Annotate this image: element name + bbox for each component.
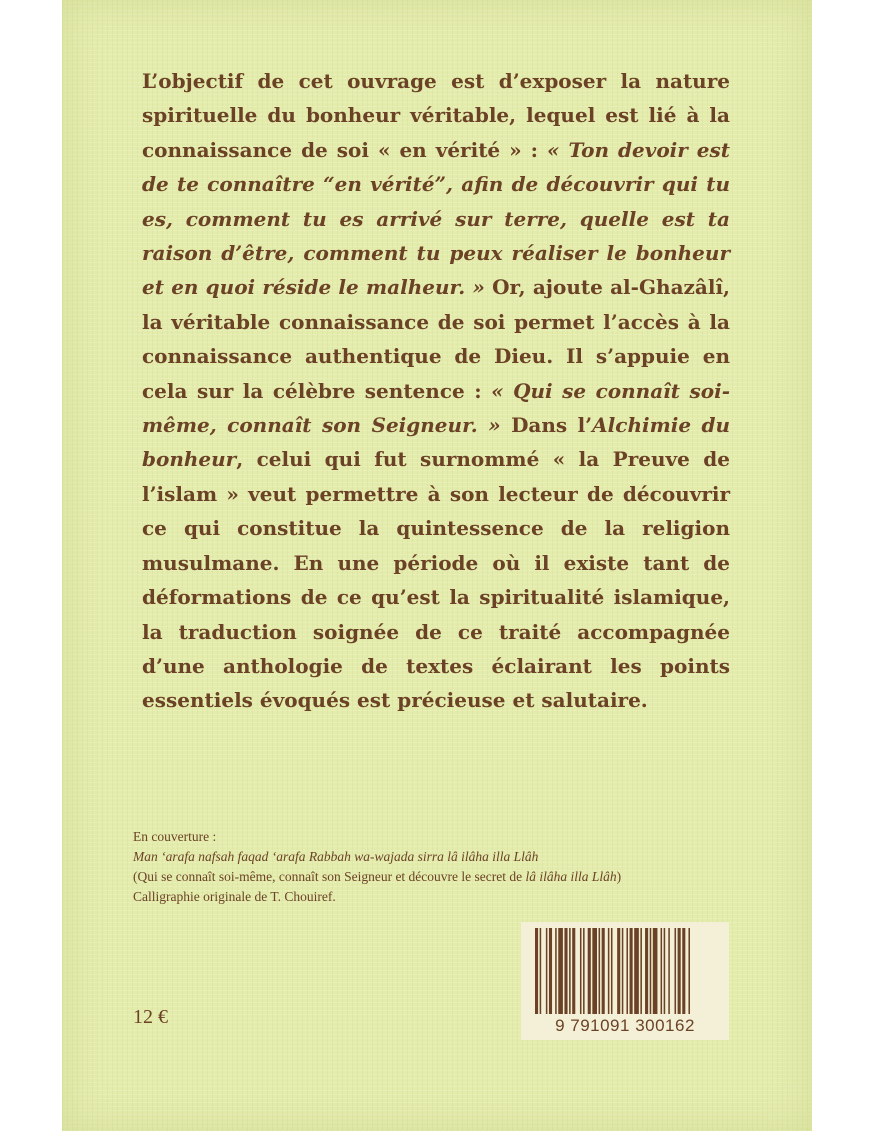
credits-translation [133, 867, 633, 887]
blurb-quote-2: « Qui se connaît soi-même, connaît son Seigneur. » [142, 378, 730, 438]
blurb-intro: L’objectif de cet ouvrage est d’exposer la nature spirituelle du bonheur véritable, lequel est lié à la connaissance de soi « en vérité » : [142, 69, 730, 162]
credits-heading: En couverture : [133, 829, 217, 844]
blurb-quote-1: « Ton devoir est de te connaître “en vérité”, afin de découvrir qui tu es, comment tu es arrivé sur terre, quelle est ta raison d’être, comment tu peux réaliser le bonheur et en quoi réside le malheur. » [142, 137, 731, 300]
blurb-dans: Dans l’ [500, 413, 593, 438]
barcode-bars [521, 922, 729, 1018]
credits-translation-phrase: lâ ilâha illa Llâh [525, 869, 617, 884]
credits-translation-close: ) [616, 869, 622, 884]
cover-credits [133, 827, 633, 907]
isbn-barcode [521, 922, 729, 1040]
credits-calligraphy: Calligraphie originale de T. Chouiref. [133, 889, 336, 904]
blurb-conclusion: , celui qui fut surnommé « la Preuve de l’islam » veut permettre à son lecteur de découvrir ce qui constitue la quintessence de la religion musulmane. En une période où il existe tant de déformations de ce qu’est la spiritualité islamique, la traduction soignée de ce traité accompagnée d’une anthologie de textes éclairant les points essentiels évoqués est précieuse et salutaire. [142, 447, 730, 713]
blurb-middle: Or, ajoute al-Ghazâlî, la véritable connaissance de soi permet l’accès à la connaissance authentique de Dieu. Il s’appuie en cela sur la célèbre sentence : [142, 275, 731, 403]
book-title: Alchimie du bonheur [142, 413, 731, 472]
price-label: 12 € [133, 1006, 168, 1028]
blurb-text [142, 64, 730, 718]
credits-translation-text: (Qui se connaît soi-même, connaît son Seigneur et découvre le secret de [133, 869, 526, 884]
barcode-digits: 9 791091 300162 [555, 1016, 695, 1035]
credits-transliteration: Man ‘arafa nafsah faqad ‘arafa Rabbah wa-wajada sirra lâ ilâha illa Llâh [133, 849, 539, 864]
